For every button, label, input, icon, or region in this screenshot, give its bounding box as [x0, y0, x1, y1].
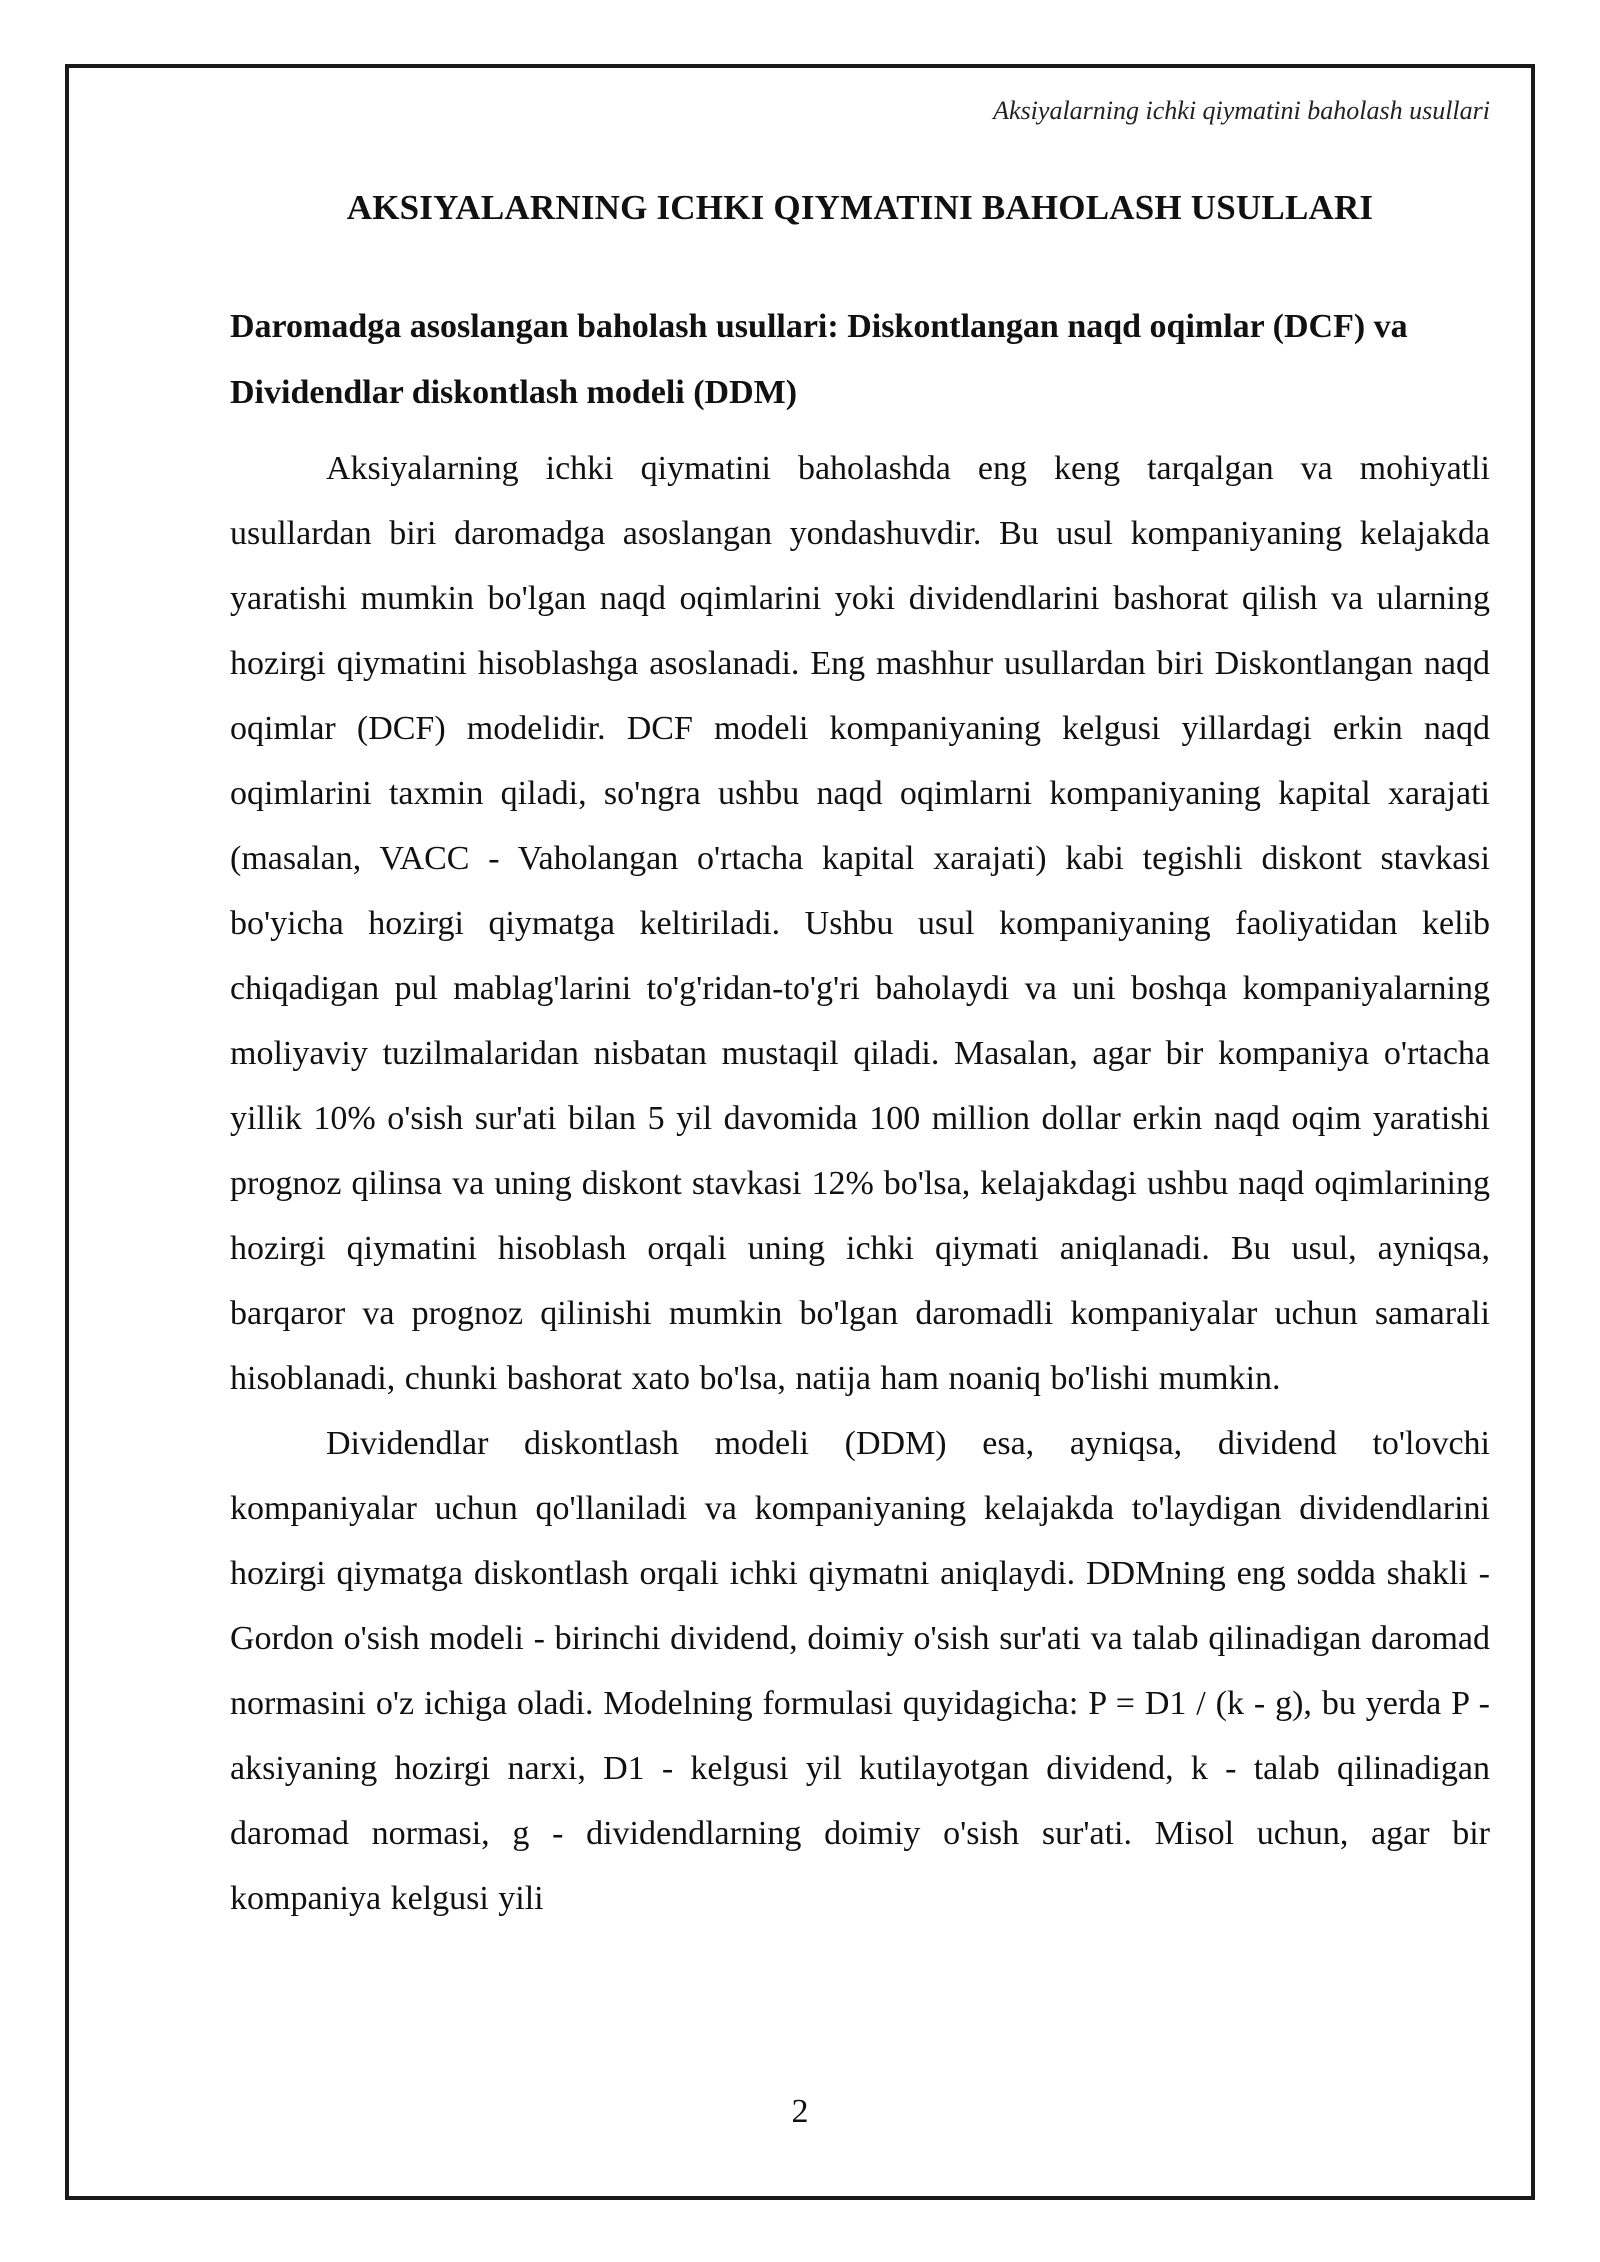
page-number: 2	[791, 2093, 809, 2130]
running-header: Aksiyalarning ichki qiymatini baholash usullari	[993, 96, 1490, 125]
body-text	[230, 436, 1490, 1931]
paragraph-ddm: Dividendlar diskontlash modeli (DDM) esa, ayniqsa, dividend to'lovchi kompaniyalar uchun qo'llaniladi va kompaniyaning kelajakda to'laydigan dividendlarini hozirgi qiymatga diskontlash orqali ichki qiymatni aniqlaydi. DDMning eng sodda shakli - Gordon o'sish modeli - birinchi dividend, doimiy o'sish sur'ati va talab qilinadigan daromad normasini o'z ichiga oladi. Modelning formulasi quyidagicha: P = D1 / (k - g), bu yerda P - aksiyaning hozirgi narxi, D1 - kelgusi yil kutilayotgan dividend, k - talab qilinadigan daromad normasi, g - dividendlarning doimiy o'sish sur'ati. Misol uchun, agar bir kompaniya kelgusi yili	[230, 1425, 1490, 1917]
document-title: AKSIYALARNING ICHKI QIYMATINI BAHOLASH USULLARI	[346, 188, 1374, 227]
paragraph-dcf: Aksiyalarning ichki qiymatini baholashda eng keng tarqalgan va mohiyatli usullardan biri daromadga asoslangan yondashuvdir. Bu usul kompaniyaning kelajakda yaratishi mumkin bo'lgan naqd oqimlarini yoki dividendlarini bashorat qilish va ularning hozirgi qiymatini hisoblashga asoslanadi. Eng mashhur usullardan biri Diskontlangan naqd oqimlar (DCF) modelidir. DCF modeli kompaniyaning kelgusi yillardagi erkin naqd oqimlarini taxmin qiladi, so'ngra ushbu naqd oqimlarni kompaniyaning kapital xarajati (masalan, VACC - Vaholangan o'rtacha kapital xarajati) kabi tegishli diskont stavkasi bo'yicha hozirgi qiymatga keltiriladi. Ushbu usul kompaniyaning faoliyatidan kelib chiqadigan pul mablag'larini to'g'ridan-to'g'ri baholaydi va uni boshqa kompaniyalarning moliyaviy tuzilmalaridan nisbatan mustaqil qiladi. Masalan, agar bir kompaniya o'rtacha yillik 10% o'sish sur'ati bilan 5 yil davomida 100 million dollar erkin naqd oqim yaratishi prognoz qilinsa va uning diskont stavkasi 12% bo'lsa, kelajakdagi ushbu naqd oqimlarining hozirgi qiymatini hisoblash orqali uning ichki qiymati aniqlanadi. Bu usul, ayniqsa, barqaror va prognoz qilinishi mumkin bo'lgan daromadli kompaniyalar uchun samarali hisoblanadi, chunki bashorat xato bo'lsa, natija ham noaniq bo'lishi mumkin.	[230, 450, 1490, 1397]
section-heading: Daromadga asoslangan baholash usullari: Diskontlangan naqd oqimlar (DCF) va Dividendlar diskontlash modeli (DDM)	[230, 308, 1408, 411]
